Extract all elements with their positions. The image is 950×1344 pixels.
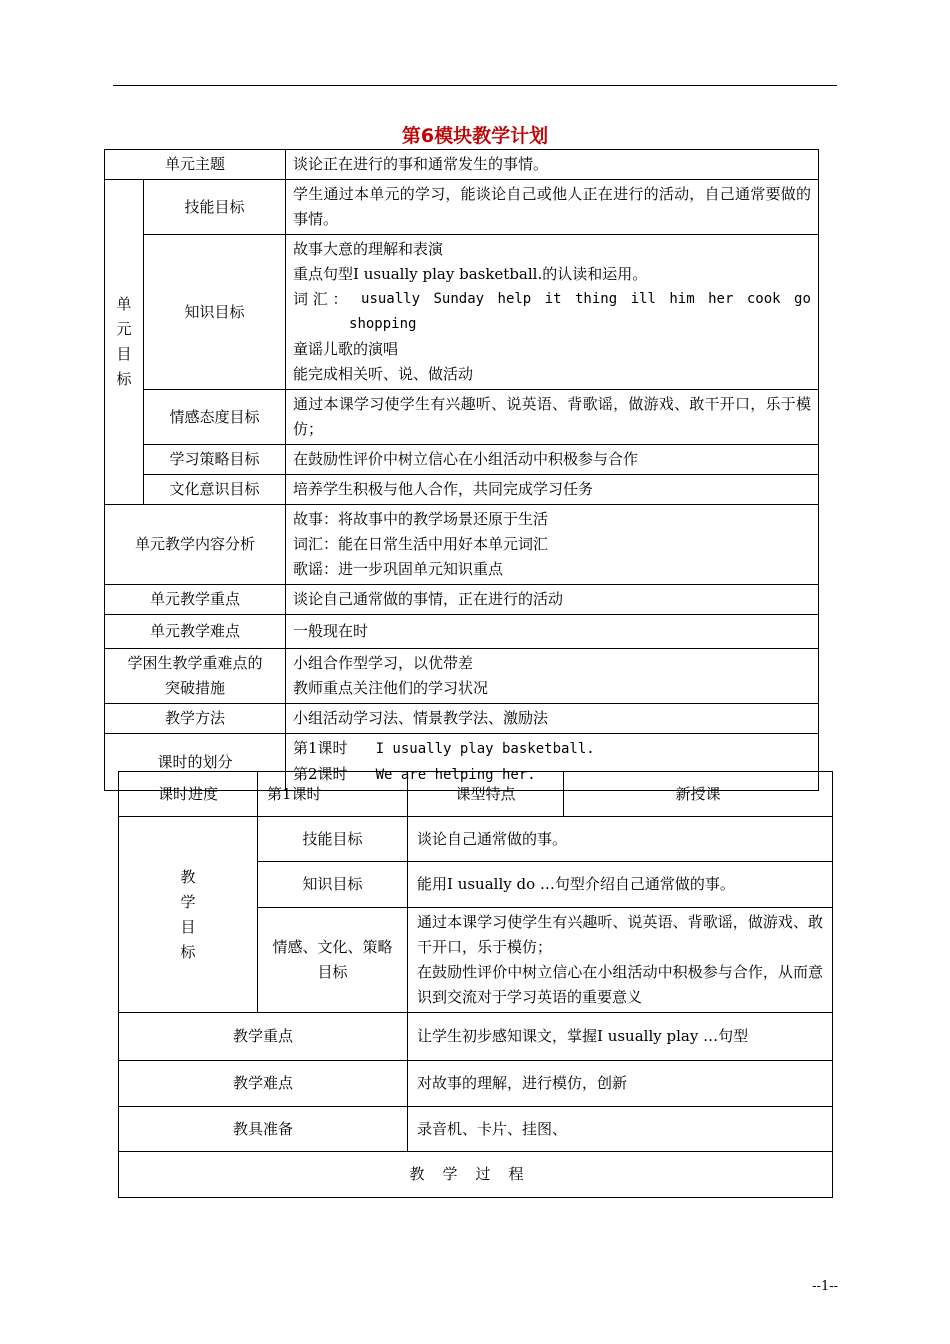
lesson-skill-label: 技能目标 (258, 817, 408, 862)
unit-key-label: 单元教学重点 (105, 585, 286, 615)
periods-label: 课时的划分 (105, 734, 286, 791)
emotion-goal-label: 情感态度目标 (144, 390, 286, 445)
skill-goal-value: 学生通过本单元的学习，能谈论自己或他人正在进行的活动，自己通常要做的事情。 (286, 180, 819, 235)
page-number: --1-- (812, 1279, 838, 1294)
type-label: 课型特点 (408, 772, 564, 817)
vocab-line-cont: shopping (349, 316, 417, 332)
knowledge-line: 童谣儿歌的演唱 (293, 340, 399, 358)
page-title: 第6模块教学计划 (401, 125, 549, 147)
analysis-label: 单元教学内容分析 (105, 505, 286, 585)
unit-goals-label: 单 元 目 标 (105, 180, 144, 505)
type-value: 新授课 (564, 772, 833, 817)
period-row: 第1课时 I usually play basketball. (293, 739, 595, 757)
period-row: 第2课时 We are helping her. (293, 765, 536, 783)
method-value: 小组活动学习法、情景教学法、激励法 (286, 704, 819, 734)
strategy-goal-label: 学习策略目标 (144, 445, 286, 475)
lesson-key-value: 让学生初步感知课文，掌握I usually play …句型 (408, 1013, 833, 1061)
culture-goal-value: 培养学生积极与他人合作，共同完成学习任务 (286, 475, 819, 505)
lesson-skill-value: 谈论自己通常做的事。 (408, 817, 833, 862)
progress-label: 课时进度 (119, 772, 258, 817)
emotion-goal-value: 通过本课学习使学生有兴趣听、说英语、背歌谣，做游戏、敢干开口，乐于模仿； (286, 390, 819, 445)
unit-theme-value: 谈论正在进行的事和通常发生的事情。 (286, 150, 819, 180)
unit-difficulty-value: 一般现在时 (286, 615, 819, 649)
knowledge-goal-value (286, 235, 819, 390)
vocab-line: 词 汇 ： usually Sunday help it thing ill him her cook go (293, 290, 811, 308)
header-rule (113, 85, 837, 86)
lesson-knowledge-label: 知识目标 (258, 862, 408, 908)
strategy-goal-value: 在鼓励性评价中树立信心在小组活动中积极参与合作 (286, 445, 819, 475)
lesson-difficulty-label: 教学难点 (119, 1061, 408, 1107)
progress-value: 第1课时 (258, 772, 408, 817)
tools-value: 录音机、卡片、挂图、 (408, 1107, 833, 1152)
knowledge-goal-label: 知识目标 (144, 235, 286, 390)
support-value: 小组合作型学习，以优带差 教师重点关注他们的学习状况 (286, 649, 819, 704)
lesson-emotion-value: 通过本课学习使学生有兴趣听、说英语、背歌谣，做游戏、敢干开口，乐于模仿； 在鼓励性评价中树立信心在小组活动中积极参与合作，从而意识到交流对于学习英语的重要意义 (408, 908, 833, 1013)
knowledge-line: 能完成相关听、说、做活动 (293, 365, 474, 383)
support-label: 学困生教学重难点的 突破措施 (105, 649, 286, 704)
knowledge-line: 重点句型I usually play basketball.的认读和运用。 (293, 265, 648, 283)
lesson-difficulty-value: 对故事的理解，进行模仿，创新 (408, 1061, 833, 1107)
unit-plan-table (104, 149, 819, 791)
unit-theme-label: 单元主题 (105, 150, 286, 180)
lesson-plan-table (118, 771, 833, 1198)
lesson-emotion-label: 情感、文化、策略 目标 (258, 908, 408, 1013)
method-label: 教学方法 (105, 704, 286, 734)
analysis-value: 故事：将故事中的教学场景还原于生活 词汇：能在日常生活中用好本单元词汇 歌谣：进一步巩固单元知识重点 (286, 505, 819, 585)
process-heading: 教学过程 (119, 1152, 833, 1198)
culture-goal-label: 文化意识目标 (144, 475, 286, 505)
unit-difficulty-label: 单元教学难点 (105, 615, 286, 649)
knowledge-line: 故事大意的理解和表演 (293, 240, 444, 258)
unit-key-value: 谈论自己通常做的事情，正在进行的活动 (286, 585, 819, 615)
skill-goal-label: 技能目标 (144, 180, 286, 235)
lesson-knowledge-value: 能用I usually do …句型介绍自己通常做的事。 (408, 862, 833, 908)
lesson-key-label: 教学重点 (119, 1013, 408, 1061)
tools-label: 教具准备 (119, 1107, 408, 1152)
lesson-goals-label: 教 学 目 标 (119, 817, 258, 1013)
